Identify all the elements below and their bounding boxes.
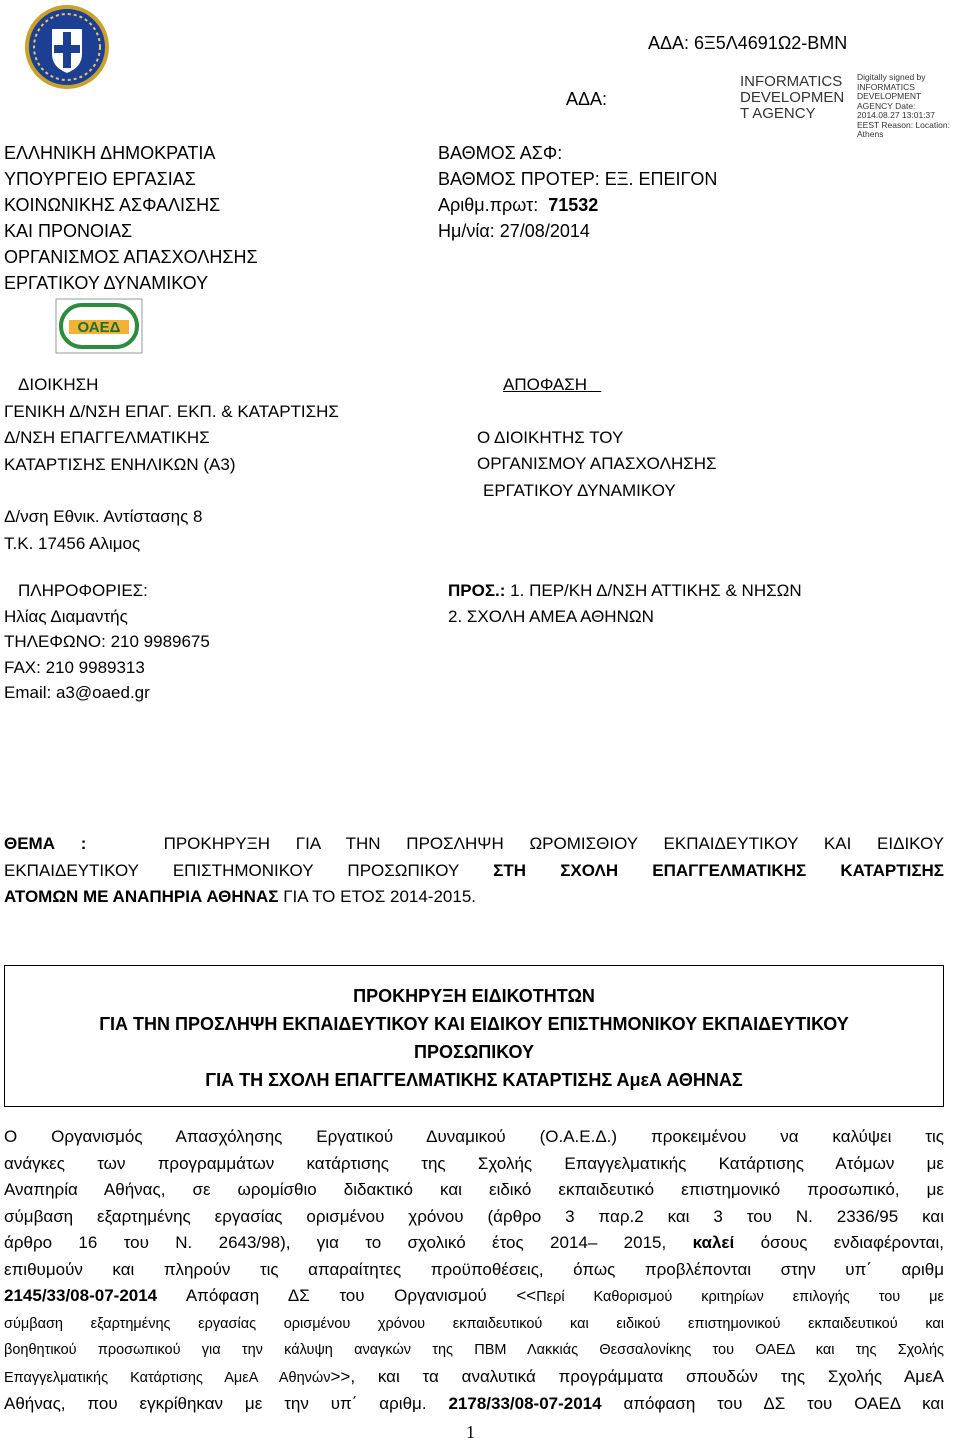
priority-degree: ΒΑΘΜΟΣ ΠΡΟΤΕΡ: ΕΞ. ΕΠΕΙΓΟΝ bbox=[438, 169, 718, 189]
address-line: Τ.Κ. 17456 Αλιμος bbox=[4, 533, 141, 553]
body-line: βοηθητικού προσωπικού για την κάλυψη αναγκών της ΠΒΜ Λακκιάς Θεσσαλονίκης του ΟΑΕΔ και της Σχολής bbox=[4, 1342, 944, 1358]
body-line: Αθήνας, που εγκρίθηκαν με την υπ΄ αριθμ. 2178/33/08-07-2014 απόφαση του ΔΣ του ΟΑΕΔ και bbox=[4, 1394, 944, 1413]
ada-code: ΑΔΑ: 6Ξ5Λ4691Ω2-ΒΜΝ bbox=[648, 33, 848, 53]
decision-line: ΕΡΓΑΤΙΚΟΥ ΔΥΝΑΜΙΚΟΥ bbox=[483, 480, 676, 500]
department-line: ΔΙΟΙΚΗΣΗ bbox=[18, 375, 99, 394]
subject bbox=[4, 831, 944, 911]
body-line: άρθρο 16 του Ν. 2643/98), για το σχολικό έτος 2014– 2015, καλεί όσους ενδιαφέρονται, bbox=[4, 1233, 944, 1252]
recipients-label: ΠΡΟΣ.: bbox=[448, 581, 506, 600]
ada-label: ΑΔΑ: bbox=[566, 89, 608, 109]
subject-line: ΕΚΠΑΙΔΕΥΤΙΚΟΥ ΕΠΙΣΤΗΜΟΝΙΚΟΥ ΠΡΟΣΩΠΙΚΟΥ ΣΤΗ ΣΧΟΛΗ ΕΠΑΓΓΕΛΜΑΤΙΚΗΣ ΚΑΤΑΡΤΙΣΗΣ bbox=[4, 860, 944, 880]
body-line: Αναπηρία Αθήνας, σε ωρομίσθιο διδακτικό και ειδικό εκπαιδευτικό επιστημονικό προσωπικό, με bbox=[4, 1180, 944, 1199]
body-line: σύμβαση εξαρτημένης εργασίας ορισμένου χρόνου εκπαιδευτικού και ειδικού επιστημονικού εκπαιδευτικού και bbox=[4, 1315, 944, 1332]
header-line: ΥΠΟΥΡΓΕΙΟ ΕΡΓΑΣΙΑΣ bbox=[4, 169, 196, 189]
recipients bbox=[448, 578, 802, 629]
header-line: ΚΟΙΝΩΝΙΚΗΣ ΑΣΦΑΛΙΣΗΣ bbox=[4, 195, 221, 215]
issuing-department bbox=[4, 372, 339, 557]
signature-details: Digitally signed by INFORMATICS DEVELOPMENT AGENCY Date: 2014.08.27 13:01:37 EEST Reason: Location: Athens bbox=[857, 72, 950, 139]
subject-line: ΘΕΜΑ : ΠΡΟΚΗΡΥΞΗ ΓΙΑ ΤΗΝ ΠΡΟΣΛΗΨΗ ΩΡΟΜΙΣΘΙΟΥ ΕΚΠΑΙΔΕΥΤΙΚΟΥ ΚΑΙ ΕΙΔΙΚΟΥ bbox=[4, 834, 945, 853]
box-title: ΠΡΟΚΗΡΥΞΗ ΕΙΔΙΚΟΤΗΤΩΝ bbox=[353, 986, 595, 1006]
contact-info bbox=[4, 578, 210, 706]
subject-label: ΘΕΜΑ : bbox=[4, 834, 87, 853]
recipient-1: ΠΡΟΣ.: 1. ΠΕΡ/ΚΗ Δ/ΝΣΗ ΑΤΤΙΚΗΣ & ΝΗΣΩΝ bbox=[448, 581, 802, 600]
department-line: ΓΕΝΙΚΗ Δ/ΝΣΗ ΕΠΑΓ. ΕΚΠ. & ΚΑΤΑΡΤΙΣΗΣ bbox=[4, 401, 339, 421]
document-meta bbox=[438, 140, 717, 244]
address-line: Δ/νση Εθνικ. Αντίστασης 8 bbox=[4, 507, 203, 526]
box-line: ΠΡΟΣΩΠΙΚΟΥ bbox=[414, 1042, 534, 1062]
security-degree: ΒΑΘΜΟΣ ΑΣΦ: bbox=[438, 143, 563, 163]
body-line: ανάγκες των προγραμμάτων κατάρτισης της Σχολής Επαγγελματικής Κατάρτισης Ατόμων με bbox=[4, 1153, 944, 1173]
body-line: σύμβαση εξαρτημένης εργασίας ορισμένου χρόνου (άρθρο 3 παρ.2 και 3 του Ν. 2336/95 και bbox=[4, 1206, 944, 1226]
info-label: ΠΛΗΡΟΦΟΡΙΕΣ: bbox=[18, 581, 148, 600]
recipient-2: 2. ΣΧΟΛΗ ΑΜΕΑ ΑΘΗΝΩΝ bbox=[448, 606, 654, 626]
ministry-header bbox=[4, 140, 258, 296]
contact-phone: ΤΗΛΕΦΩΝΟ: 210 9989675 bbox=[4, 632, 210, 651]
body-line: επιθυμούν και πληρούν τις απαραίτητες προϋποθέσεις, όπως προβλέπονται στην υπ΄ αριθμ bbox=[4, 1259, 944, 1279]
decision-line: ΟΡΓΑΝΙΣΜΟΥ ΑΠΑΣΧΟΛΗΣΗΣ bbox=[477, 454, 717, 473]
contact-name: Ηλίας Διαμαντής bbox=[4, 606, 128, 626]
header-line: ΚΑΙ ΠΡΟΝΟΙΑΣ bbox=[4, 221, 133, 241]
oaed-logo-text: ΟΑΕΔ bbox=[77, 319, 121, 336]
protocol-label: Αριθμ.πρωτ: bbox=[438, 195, 539, 215]
box-line: ΓΙΑ ΤΗΝ ΠΡΟΣΛΗΨΗ ΕΚΠΑΙΔΕΥΤΙΚΟΥ ΚΑΙ ΕΙΔΙΚΟΥ ΕΠΙΣΤΗΜΟΝΙΚΟΥ ΕΚΠΑΙΔΕΥΤΙΚΟΥ bbox=[99, 1014, 849, 1034]
subject-line: ΑΤΟΜΩΝ ΜΕ ΑΝΑΠΗΡΙΑ ΑΘΗΝΑΣ ΓΙΑ ΤΟ ΕΤΟΣ 2014-2015. bbox=[4, 887, 477, 906]
header-line: ΕΛΛΗΝΙΚΗ ΔΗΜΟΚΡΑΤΙΑ bbox=[4, 143, 216, 163]
decision-line: Ο ΔΙΟΙΚΗΤΗΣ ΤΟΥ bbox=[477, 427, 624, 447]
greek-emblem-icon bbox=[24, 4, 110, 90]
oaed-logo bbox=[55, 298, 143, 354]
body-line: 2145/33/08-07-2014 Απόφαση ΔΣ του Οργανισμού <<Περί Καθορισμού κριτηρίων επιλογής του με bbox=[4, 1286, 944, 1305]
announcement-box bbox=[4, 965, 944, 1107]
department-line: Δ/ΝΣΗ ΕΠΑΓΓΕΛΜΑΤΙΚΗΣ bbox=[4, 428, 210, 447]
decision-title: ΑΠΟΦΑΣΗ bbox=[503, 375, 588, 394]
department-line: ΚΑΤΑΡΤΙΣΗΣ ΕΝΗΛΙΚΩΝ (Α3) bbox=[4, 454, 236, 474]
body-line: Επαγγελματικής Κατάρτισης ΑμεΑ Αθηνών>>, και τα αναλυτικά προγράμματα σπουδών της Σχολής ΑμεΑ bbox=[4, 1366, 944, 1386]
protocol-value: 71532 bbox=[548, 195, 599, 215]
header-line: ΕΡΓΑΤΙΚΟΥ ΔΥΝΑΜΙΚΟΥ bbox=[4, 273, 209, 293]
contact-email: Email: a3@oaed.gr bbox=[4, 683, 150, 702]
protocol-number bbox=[438, 192, 717, 218]
box-line: ΓΙΑ ΤΗ ΣΧΟΛΗ ΕΠΑΓΓΕΛΜΑΤΙΚΗΣ ΚΑΤΑΡΤΙΣΗΣ ΑμεΑ ΑΘΗΝΑΣ bbox=[205, 1070, 743, 1090]
page-number: 1 bbox=[466, 1422, 475, 1442]
document-date: Ημ/νία: 27/08/2014 bbox=[438, 221, 590, 241]
decision-block bbox=[477, 372, 717, 504]
contact-fax: FAX: 210 9989313 bbox=[4, 657, 145, 677]
signature-org: INFORMATICS DEVELOPMEN T AGENCY bbox=[740, 73, 845, 122]
header-line: ΟΡΓΑΝΙΣΜΟΣ ΑΠΑΣΧΟΛΗΣΗΣ bbox=[4, 247, 258, 267]
body-paragraph bbox=[4, 1124, 944, 1418]
body-line: Ο Οργανισμός Απασχόλησης Εργατικού Δυναμικού (Ο.Α.Ε.Δ.) προκειμένου να καλύψει τις bbox=[4, 1127, 944, 1146]
